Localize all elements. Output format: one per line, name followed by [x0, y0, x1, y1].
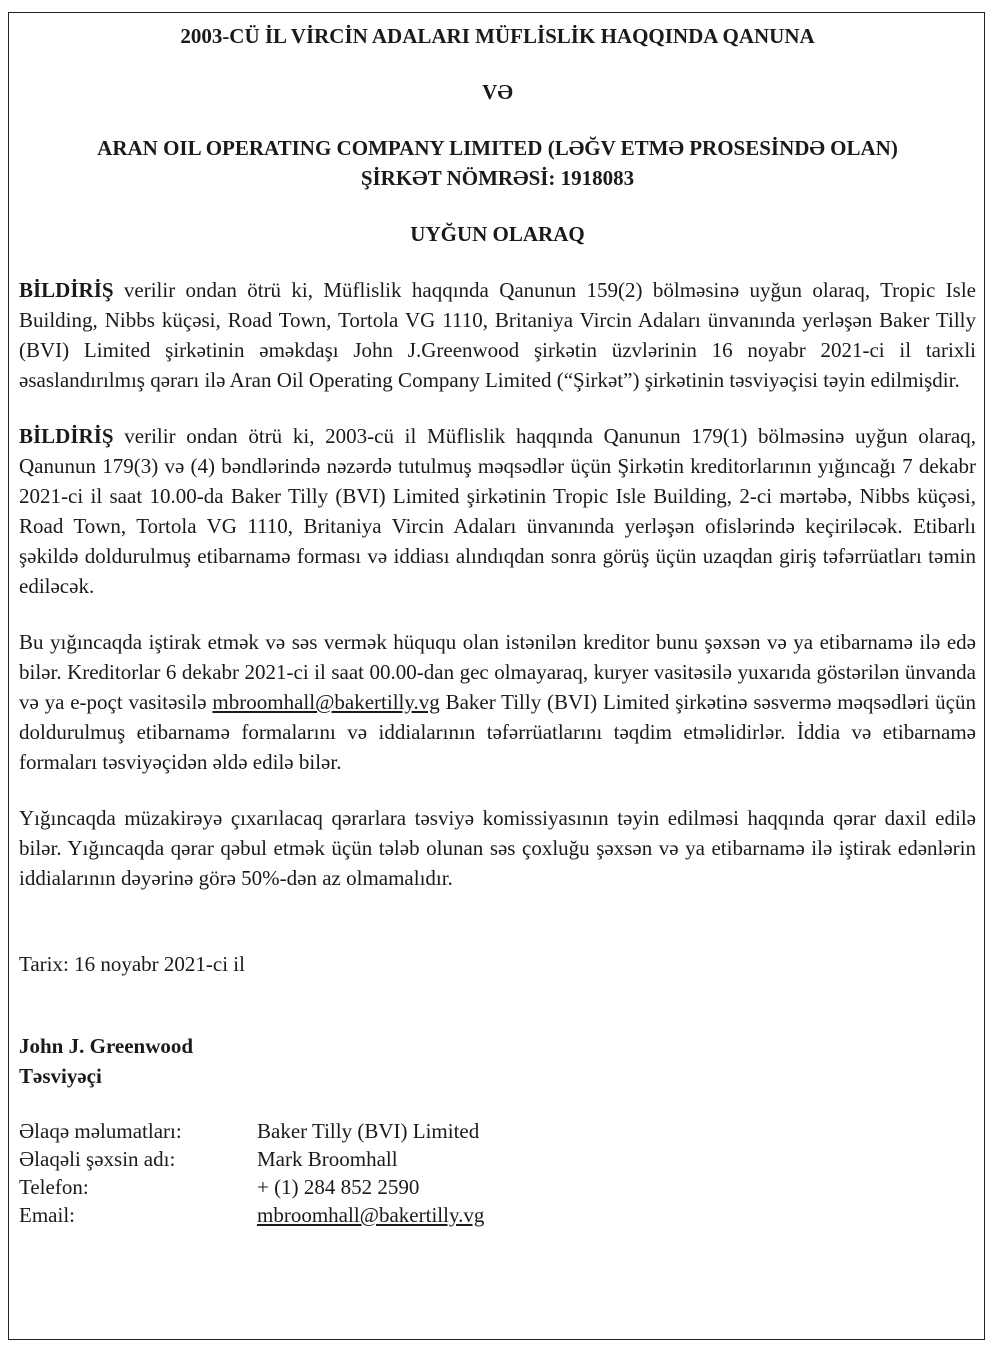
contact-label: Telefon:: [19, 1175, 89, 1199]
contact-label: Əlaqə məlumatları:: [19, 1119, 182, 1143]
heading-law: 2003-CÜ İL VİRCİN ADALARI MÜFLİSLİK HAQQINDA QANUNA: [180, 24, 815, 48]
signatory-role: Təsviyəçi: [19, 1064, 102, 1088]
contact-details: [19, 1117, 976, 1229]
paragraph-voting: [19, 627, 976, 777]
paragraph-meeting: [19, 421, 976, 601]
contact-label: Əlaqəli şəxsin adı:: [19, 1147, 176, 1171]
paragraph-appointment: [19, 275, 976, 395]
date-line: Tarix: 16 noyabr 2021-ci il: [19, 952, 245, 976]
contact-email-link[interactable]: mbroomhall@bakertilly.vg: [257, 1203, 485, 1227]
contact-label: Email:: [19, 1203, 75, 1227]
paragraph-text: verilir ondan ötrü ki, 2003-cü il Müflislik haqqında Qanunun 179(1) bölməsinə uyğun olaraq, Qanunun 179(3) və (4) bəndlərində nəzərdə tutulmuş məqsədlər üçün Şirkətin kreditorlarının yığıncağı 7 dekabr 2021-ci il saat 10.00-da Baker Tilly (BVI) Limited şirkətinin Tropic Isle Building, 2-ci mərtəbə, Nibbs küçəsi, Road Town, Tortola VG 1110, Britaniya Vircin Adaları ünvanında yerləşən ofislərində keçiriləcək. Etibarlı şəkildə doldurulmuş etibarnamə forması və iddiası alındıqdan sonra görüş üçün uzaqdan giriş təfərrüatları təmin ediləcək.: [19, 424, 976, 598]
contact-value: Mark Broomhall: [257, 1147, 398, 1171]
notice-frame: [8, 12, 985, 1340]
heading-company-number: ŞİRKƏT NÖMRƏSİ: 1918083: [360, 166, 635, 190]
paragraph-text: verilir ondan ötrü ki, Müflislik haqqında Qanunun 159(2) bölməsinə uyğun olaraq, Tropic Isle Building, Nibbs küçəsi, Road Town, Tortola VG 1110, Britaniya Vircin Adaları ünvanında yerləşən Baker Tilly (BVI) Limited şirkətinin əməkdaşı John J.Greenwood şirkətin üzvlərinin 16 noyabr 2021-ci il tarixli əsaslandırılmış qərarı ilə Aran Oil Operating Company Limited (“Şirkət”) şirkətinin təsviyəçisi təyin edilmişdir.: [19, 278, 976, 392]
contact-value: Baker Tilly (BVI) Limited: [257, 1119, 480, 1143]
contact-value: + (1) 284 852 2590: [257, 1175, 420, 1199]
notice-lead: BİLDİRİŞ: [19, 424, 114, 448]
email-link[interactable]: mbroomhall@bakertilly.vg: [212, 690, 440, 714]
paragraph-resolutions: Yığıncaqda müzakirəyə çıxarılacaq qərarlara təsviyə komissiyasının təyin edilməsi haqqında qərar daxil edilə bilər. Yığıncaqda qərar qəbul etmək üçün tələb olunan səs çoxluğu şəxsən və ya etibarnamə ilə iştirak edənlərin iddialarının dəyərinə görə 50%-dən az olmamalıdır.: [19, 806, 976, 890]
paragraph-text: Baker Tilly (BVI) Limited şirkətinə səsvermə məqsədləri üçün doldurulmuş etibarnamə formalarını və iddialarının təfərrüatlarını təqdim etməlidirlər. İddia və etibarnamə formaları təsviyəçidən əldə edilə bilər.: [19, 690, 976, 774]
signatory-name: John J. Greenwood: [19, 1034, 194, 1058]
heading-company: ARAN OIL OPERATING COMPANY LIMITED (LƏĞV ETMƏ PROSESİNDƏ OLAN): [97, 136, 898, 160]
notice-document: [19, 13, 976, 1229]
heading-and: VƏ: [482, 80, 513, 104]
heading-accordingly: UYĞUN OLARAQ: [410, 222, 585, 246]
paragraph-text: Bu yığıncaqda iştirak etmək və səs vermək hüququ olan istənilən kreditor bunu şəxsən və ya etibarnamə ilə edə bilər. Kreditorlar 6 dekabr 2021-ci il saat 00.00-dan gec olmayaraq, kuryer vasitəsilə yuxarıda göstərilən ünvanda və ya e-poçt vasitəsilə: [19, 630, 976, 714]
notice-lead: BİLDİRİŞ: [19, 278, 114, 302]
